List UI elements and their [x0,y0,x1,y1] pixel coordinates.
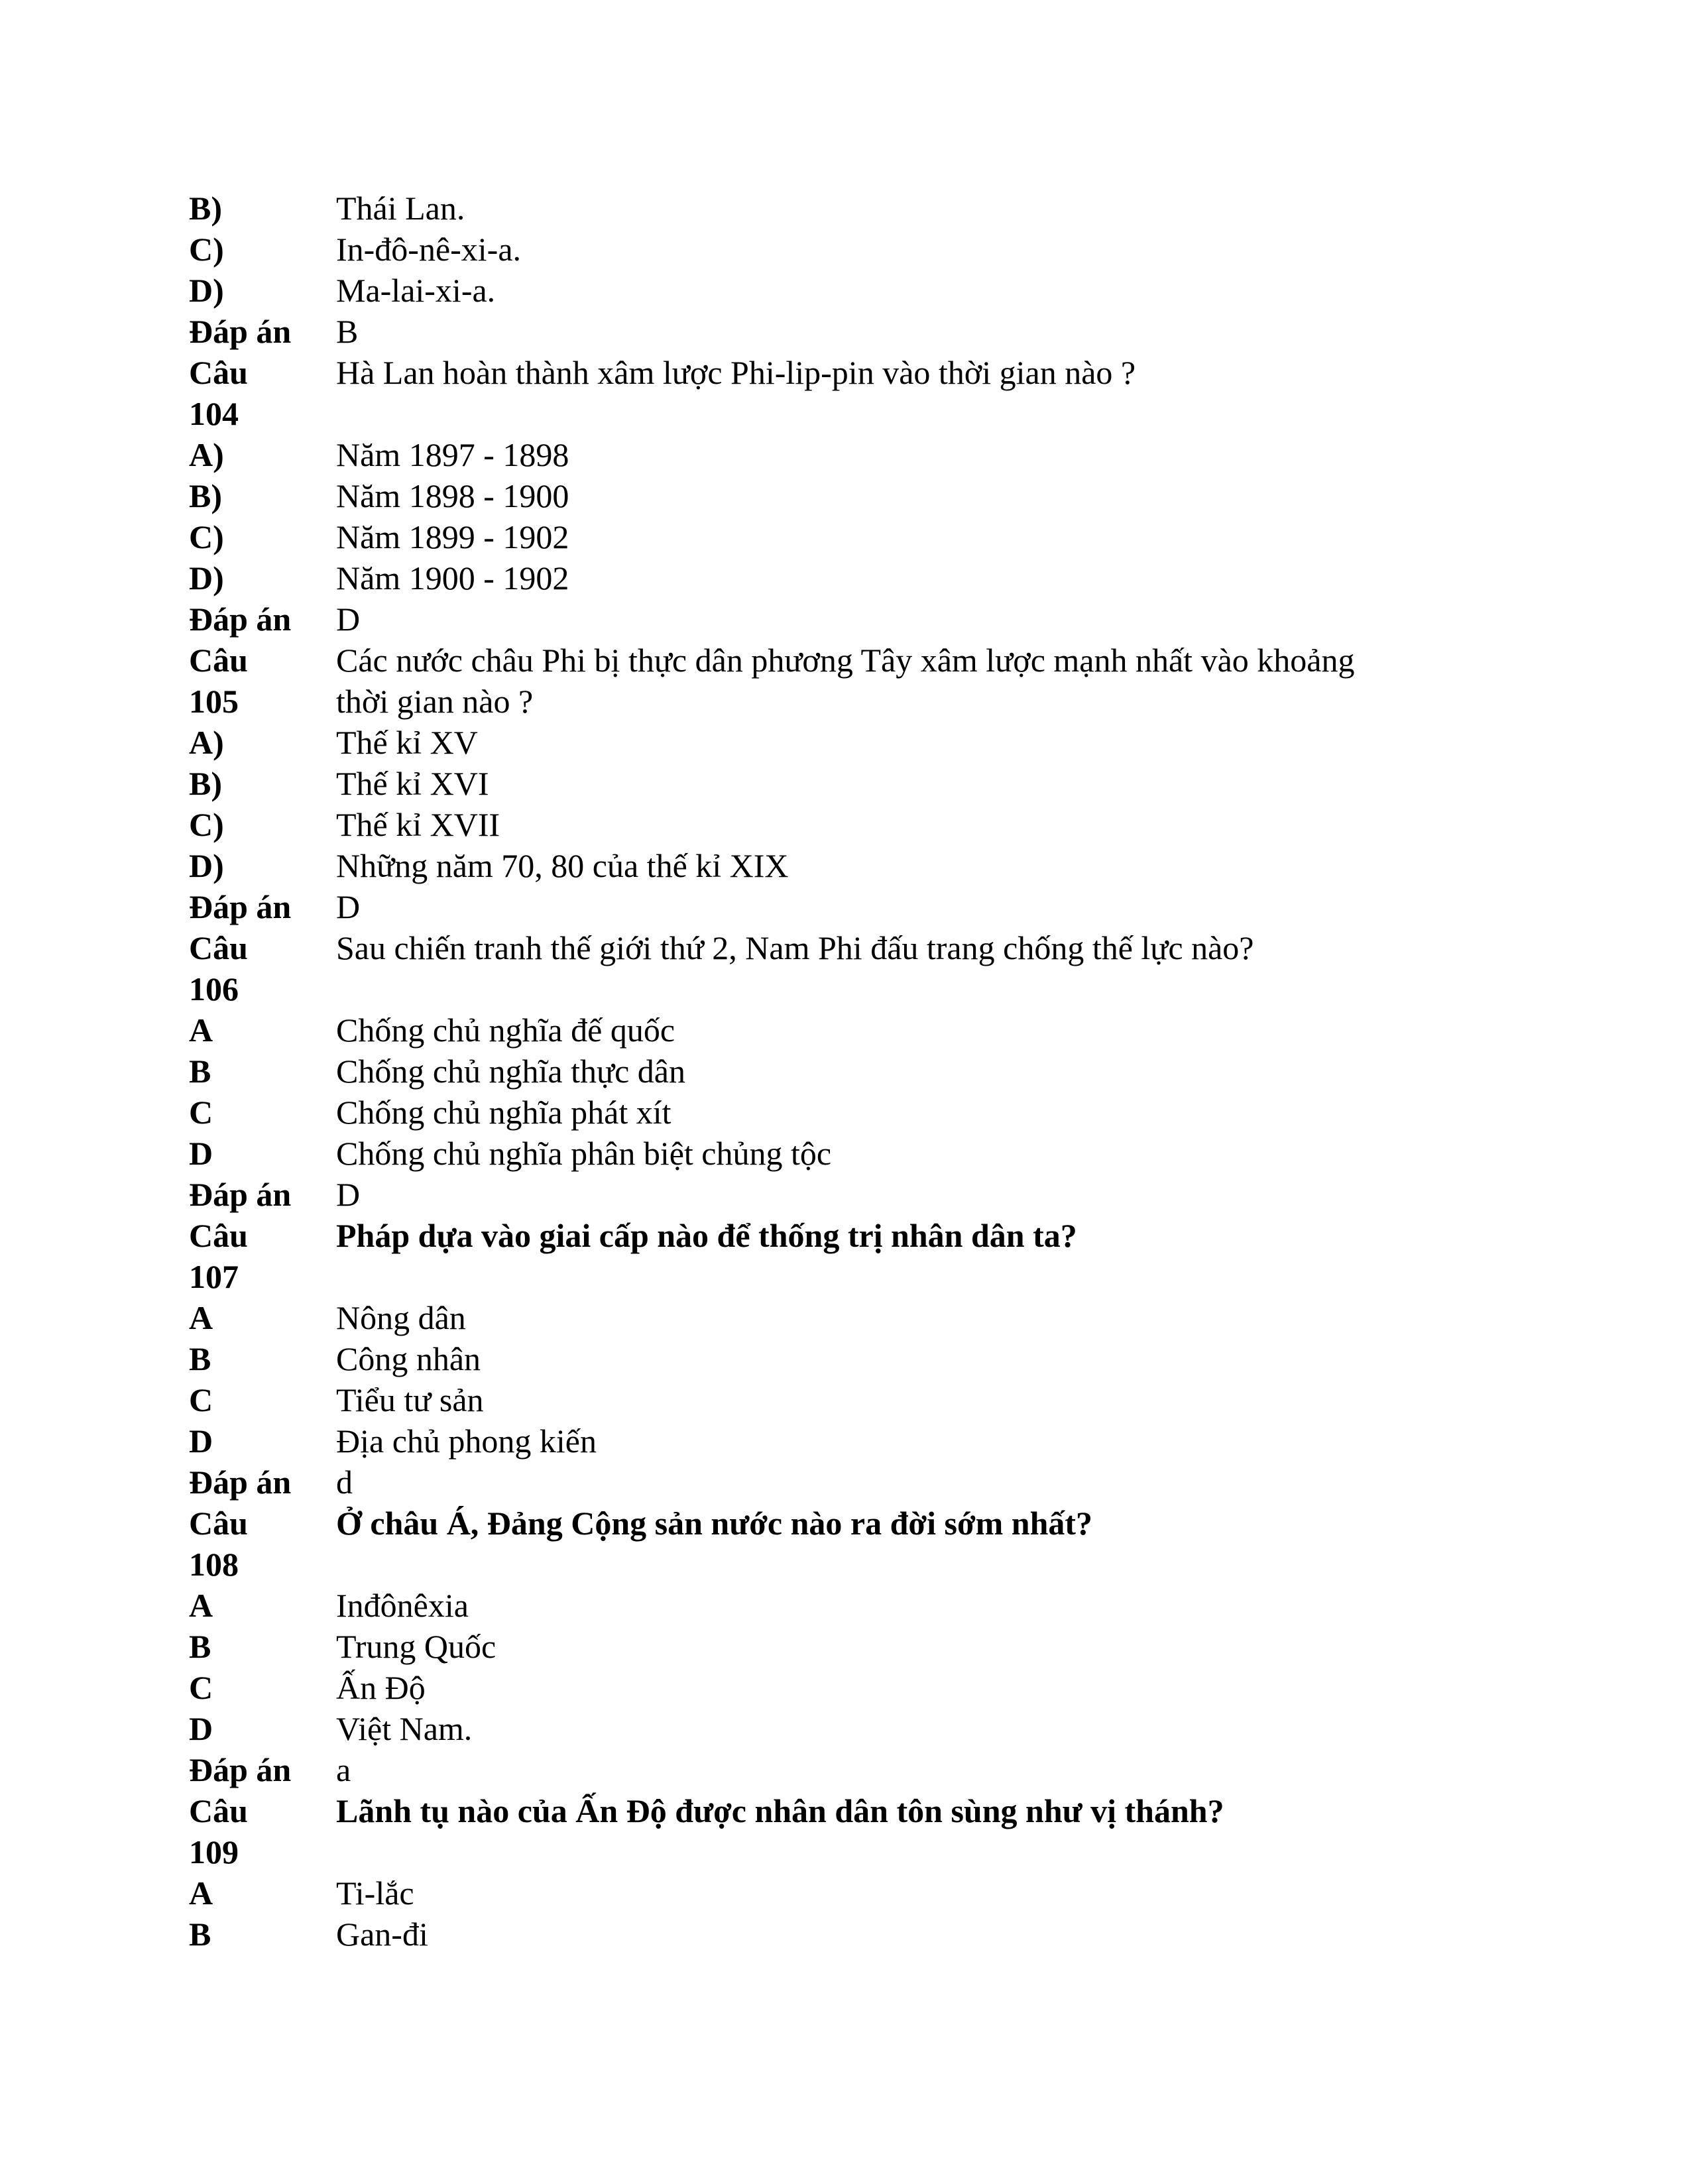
row-text: Ở châu Á, Đảng Cộng sản nước nào ra đời sớm nhất? [336,1505,1093,1542]
row-text: a [336,1751,351,1788]
question-row [189,1790,1508,1872]
row-label: D [189,1710,213,1747]
row-text: D [336,601,361,638]
row-label: D) [189,272,224,309]
row-label: B [189,1053,211,1090]
row-text: Thế kỉ XVI [336,765,489,802]
row-label: Đáp án [189,313,292,350]
row-label: B) [189,765,222,802]
question-row [189,1585,1508,1626]
row-text: Inđônêxia [336,1587,469,1624]
row-label: A [189,1011,213,1049]
question-row [189,516,1508,557]
row-text: Những năm 70, 80 của thế kỉ XIX [336,847,789,884]
row-text: Tiểu tư sản [336,1381,484,1418]
question-row [189,1297,1508,1338]
row-text: Ti-lắc [336,1874,414,1912]
row-label: B [189,1340,211,1377]
question-row [189,599,1508,640]
row-label: Câu 108 [189,1505,248,1583]
row-label: Đáp án [189,1464,292,1501]
question-row [189,1174,1508,1215]
row-label: Đáp án [189,1751,292,1788]
row-text: Năm 1900 - 1902 [336,559,569,597]
row-label: A) [189,724,224,761]
row-text: Thế kỉ XV [336,724,478,761]
row-text: Chống chủ nghĩa đế quốc [336,1011,675,1049]
row-label: C [189,1381,213,1418]
question-row [189,1420,1508,1462]
row-label: Câu 107 [189,1217,248,1295]
row-text: Trung Quốc [336,1628,496,1665]
row-text: Sau chiến tranh thế giới thứ 2, Nam Phi đấu trang chống thế lực nào? [336,929,1254,966]
question-row [189,1379,1508,1420]
row-text: B [336,313,359,350]
row-label: Câu 106 [189,929,248,1007]
question-row [189,1338,1508,1379]
question-row [189,1708,1508,1749]
row-label: D) [189,847,224,884]
row-text: Chống chủ nghĩa phát xít [336,1094,671,1131]
row-text: Pháp dựa vào giai cấp nào để thống trị nhân dân ta? [336,1217,1077,1254]
row-text: Các nước châu Phi bị thực dân phương Tây xâm lược mạnh nhất vào khoảng thời gian nào ? [336,642,1355,720]
row-label: B) [189,190,222,227]
question-row [189,722,1508,763]
row-label: Đáp án [189,888,292,925]
question-row [189,475,1508,516]
row-label: B [189,1916,211,1953]
question-row [189,270,1508,311]
row-label: D) [189,559,224,597]
row-text: Chống chủ nghĩa thực dân [336,1053,686,1090]
row-label: Đáp án [189,1176,292,1213]
row-text: Chống chủ nghĩa phân biệt chủng tộc [336,1135,832,1172]
row-label: A [189,1587,213,1624]
row-text: Nông dân [336,1299,466,1336]
question-row [189,845,1508,886]
row-text: Gan-đi [336,1916,428,1953]
question-row [189,1009,1508,1051]
question-row [189,1914,1508,1955]
question-row [189,640,1508,722]
question-row [189,1626,1508,1667]
question-row [189,311,1508,352]
row-text: In-đô-nê-xi-a. [336,231,522,268]
row-text: D [336,888,361,925]
question-row [189,1667,1508,1708]
question-row [189,352,1508,434]
row-label: Câu 104 [189,354,248,432]
row-text: Hà Lan hoàn thành xâm lược Phi-lip-pin vào thời gian nào ? [336,354,1136,391]
row-label: B [189,1628,211,1665]
row-label: B) [189,477,222,514]
question-row [189,886,1508,927]
row-text: Địa chủ phong kiến [336,1422,597,1460]
question-row [189,1215,1508,1297]
row-text: Năm 1897 - 1898 [336,436,569,473]
question-row [189,434,1508,475]
question-row [189,1872,1508,1914]
document-body [189,188,1508,1955]
row-label: D [189,1135,213,1172]
question-row [189,1133,1508,1174]
question-row [189,188,1508,229]
row-text: Thế kỉ XVII [336,806,500,843]
question-row [189,1749,1508,1790]
row-text: Năm 1899 - 1902 [336,518,569,555]
question-row [189,229,1508,270]
row-text: Ấn Độ [336,1669,426,1706]
row-label: Câu 105 [189,642,248,720]
row-label: C) [189,806,224,843]
row-label: C) [189,518,224,555]
question-row [189,1092,1508,1133]
question-row [189,804,1508,845]
question-row [189,557,1508,599]
row-text: d [336,1464,353,1501]
row-text: D [336,1176,361,1213]
row-label: Đáp án [189,601,292,638]
row-label: Câu 109 [189,1792,248,1870]
row-text: Lãnh tụ nào của Ấn Độ được nhân dân tôn sùng như vị thánh? [336,1792,1224,1829]
row-text: Việt Nam. [336,1710,473,1747]
question-row [189,1503,1508,1585]
question-row [189,763,1508,804]
question-row [189,1051,1508,1092]
row-text: Năm 1898 - 1900 [336,477,569,514]
row-text: Ma-lai-xi-a. [336,272,496,309]
question-row [189,927,1508,1009]
row-text: Công nhân [336,1340,481,1377]
row-label: C) [189,231,224,268]
row-label: D [189,1422,213,1460]
row-text: Thái Lan. [336,190,465,227]
row-label: A [189,1299,213,1336]
row-label: C [189,1669,213,1706]
row-label: C [189,1094,213,1131]
question-row [189,1462,1508,1503]
row-label: A [189,1874,213,1912]
row-label: A) [189,436,224,473]
